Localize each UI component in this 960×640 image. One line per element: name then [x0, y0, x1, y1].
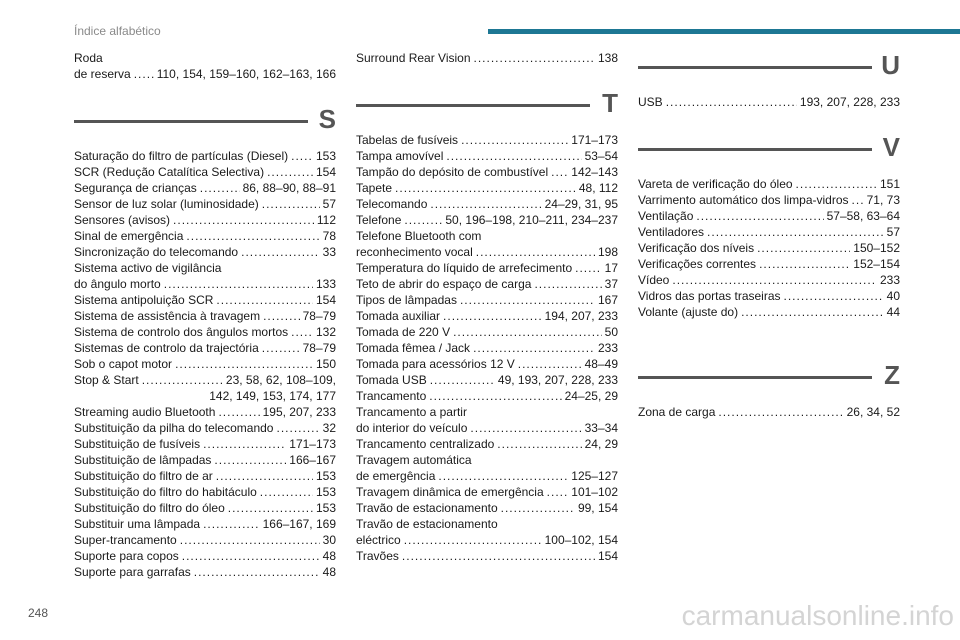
index-pages: 150–152 [853, 241, 900, 255]
index-term: Varrimento automático dos limpa-vidros [638, 193, 849, 207]
section-rule [638, 376, 872, 379]
index-pages: 171–173 [289, 437, 336, 451]
index-term: eléctrico [356, 533, 401, 547]
index-term: de reserva [74, 67, 131, 81]
index-term: Travagem dinâmica de emergência [356, 485, 544, 499]
index-term: Tapete [356, 181, 393, 195]
index-entry-heading: Roda [74, 51, 103, 65]
index-term: Sinal de emergência [74, 229, 184, 243]
index-pages: 154 [597, 549, 618, 563]
index-entry [638, 224, 900, 240]
dot-leader [796, 176, 877, 192]
index-entry [356, 148, 618, 164]
index-entry [638, 192, 900, 208]
index-entry [74, 468, 336, 484]
dot-leader [474, 50, 595, 66]
dot-leader [501, 500, 575, 516]
index-entry [356, 404, 618, 436]
header-accent-bar [488, 29, 960, 34]
index-pages: 171–173 [571, 133, 618, 147]
index-pages: 37 [604, 277, 618, 291]
index-entry [74, 196, 336, 212]
index-term: Sistema de assistência à travagem [74, 309, 261, 323]
index-term: Vídeo [638, 273, 670, 287]
index-term: Tomada para acessórios 12 V [356, 357, 515, 371]
index-term: de emergência [356, 469, 436, 483]
section-entries-z [638, 404, 900, 420]
index-entry [356, 164, 618, 180]
dot-leader [534, 276, 601, 292]
index-entry-heading: Telefone Bluetooth com [356, 229, 482, 243]
index-term: Vidros das portas traseiras [638, 289, 781, 303]
index-pages: 99, 154 [577, 501, 618, 515]
index-term: Suporte para garrafas [74, 565, 191, 579]
dot-leader [175, 356, 313, 372]
section-entries-v [638, 176, 900, 320]
index-entry [638, 240, 900, 256]
index-pages: 32 [322, 421, 336, 435]
index-term: Trancamento centralizado [356, 437, 495, 451]
column-top-entries [74, 50, 336, 82]
index-entry [356, 50, 618, 66]
index-term: Verificações correntes [638, 257, 757, 271]
dot-leader [186, 228, 319, 244]
index-entry [74, 164, 336, 180]
dot-leader [216, 468, 313, 484]
index-pages: 100–102, 154 [544, 533, 618, 547]
section-header-z [638, 360, 900, 400]
index-term: Tabelas de fusíveis [356, 133, 459, 147]
index-term: Volante (ajuste do) [638, 305, 739, 319]
dot-leader [575, 260, 602, 276]
index-pages: 30 [322, 533, 336, 547]
dot-leader [470, 420, 581, 436]
index-term: Ventilação [638, 209, 694, 223]
index-pages: 78–79 [302, 341, 336, 355]
index-term: Travão de estacionamento [356, 501, 498, 515]
index-term: Substituição de fusíveis [74, 437, 201, 451]
index-pages: 153 [315, 485, 336, 499]
dot-leader [707, 224, 884, 240]
index-term: Substituição do filtro do habitáculo [74, 485, 257, 499]
index-term: Tomada de 220 V [356, 325, 451, 339]
index-term: Sistema de controlo dos ângulos mortos [74, 325, 289, 339]
index-pages: 193, 207, 228, 233 [799, 95, 900, 109]
index-pages: 40 [886, 289, 900, 303]
section-rule [638, 66, 872, 69]
dot-leader [263, 308, 300, 324]
index-term: Ventiladores [638, 225, 705, 239]
section-header-t [356, 88, 618, 128]
index-entry [74, 228, 336, 244]
index-term: Tomada auxiliar [356, 309, 441, 323]
dot-leader [241, 244, 320, 260]
index-term: Trancamento [356, 389, 427, 403]
index-entry [356, 500, 618, 516]
index-entry [74, 148, 336, 164]
index-entry [638, 404, 900, 420]
dot-leader [173, 212, 314, 228]
index-entry [356, 132, 618, 148]
index-entry [356, 516, 618, 548]
index-entry [74, 548, 336, 564]
dot-leader [666, 94, 797, 110]
index-entry [74, 372, 336, 404]
dot-leader [164, 276, 313, 292]
index-entry [638, 94, 900, 110]
index-pages: 198 [597, 245, 618, 259]
dot-leader [203, 516, 260, 532]
index-term: Vareta de verificação do óleo [638, 177, 793, 191]
index-term: Tampa amovível [356, 149, 444, 163]
dot-leader [429, 388, 561, 404]
dot-leader [446, 148, 581, 164]
index-entry [74, 292, 336, 308]
dot-leader [200, 180, 240, 196]
index-pages: 233 [597, 341, 618, 355]
index-pages: 166–167 [289, 453, 336, 467]
dot-leader [228, 500, 313, 516]
index-pages: 17 [604, 261, 618, 275]
index-pages: 53–54 [584, 149, 618, 163]
index-pages: 24–25, 29 [564, 389, 618, 403]
index-term: Streaming audio Bluetooth [74, 405, 216, 419]
index-entry [356, 388, 618, 404]
dot-leader [551, 164, 568, 180]
index-term: Teto de abrir do espaço de carga [356, 277, 532, 291]
section-rule [356, 104, 590, 107]
index-pages: 78–79 [302, 309, 336, 323]
column-top-entries [356, 50, 618, 66]
index-entry [74, 260, 336, 292]
index-term: Substituição do filtro de ar [74, 469, 213, 483]
index-pages: 154 [315, 293, 336, 307]
dot-leader [672, 272, 877, 288]
index-term: Travões [356, 549, 399, 563]
index-pages: 57 [322, 197, 336, 211]
index-pages: 138 [597, 51, 618, 65]
index-pages: 24–29, 31, 95 [544, 197, 618, 211]
index-entry [638, 288, 900, 304]
index-pages: 133 [315, 277, 336, 291]
dot-leader [276, 420, 319, 436]
dot-leader [443, 308, 542, 324]
index-pages: 112 [316, 213, 336, 227]
index-term: do interior do veículo [356, 421, 468, 435]
dot-leader [260, 484, 313, 500]
dot-leader [476, 244, 595, 260]
dot-leader [497, 436, 581, 452]
dot-leader [267, 164, 313, 180]
index-entry [74, 564, 336, 580]
dot-leader [718, 404, 843, 420]
index-pages: 71, 73 [866, 193, 900, 207]
index-term: Sob o capot motor [74, 357, 173, 371]
index-entry [74, 484, 336, 500]
index-entry [356, 308, 618, 324]
index-term: Telecomando [356, 197, 428, 211]
index-pages: 153 [315, 149, 336, 163]
index-entry [356, 276, 618, 292]
index-term: Tomada USB [356, 373, 427, 387]
index-entry [356, 548, 618, 564]
index-pages: 142–143 [571, 165, 618, 179]
index-entry [74, 420, 336, 436]
index-entry [638, 256, 900, 272]
dot-leader [430, 196, 541, 212]
dot-leader [460, 292, 595, 308]
index-term: Sensor de luz solar (luminosidade) [74, 197, 259, 211]
dot-leader [759, 256, 850, 272]
index-pages: 166–167, 169 [262, 517, 336, 531]
dot-leader [473, 340, 595, 356]
index-entry [356, 212, 618, 228]
dot-leader [142, 372, 223, 388]
index-entry [74, 516, 336, 532]
index-term: Surround Rear Vision [356, 51, 471, 65]
index-entry [74, 452, 336, 468]
index-pages: 50, 196–198, 210–211, 234–237 [445, 213, 618, 227]
index-entry [74, 50, 336, 82]
section-entries-t [356, 132, 618, 564]
index-entry-heading: Travão de estacionamento [356, 517, 498, 531]
index-term: Substituição da pilha do telecomando [74, 421, 274, 435]
index-term: Suporte para copos [74, 549, 179, 563]
index-entry [74, 500, 336, 516]
index-pages: 101–102 [571, 485, 618, 499]
section-rule [638, 148, 872, 151]
dot-leader [696, 208, 823, 224]
index-entry [74, 356, 336, 372]
index-term: Stop & Start [74, 373, 139, 387]
index-term: Sincronização do telecomando [74, 245, 239, 259]
section-entries-s [74, 148, 336, 580]
section-header-u [638, 50, 900, 90]
index-entry [638, 208, 900, 224]
section-header-v [638, 132, 900, 172]
index-term: Sensores (avisos) [74, 213, 171, 227]
index-column-3 [638, 50, 900, 420]
index-entry [74, 308, 336, 324]
index-pages: 195, 207, 233 [262, 405, 336, 419]
watermark-text: carmanualsonline.info [681, 600, 954, 631]
index-term: Tipos de lâmpadas [356, 293, 457, 307]
index-term: Substituição do filtro do óleo [74, 501, 225, 515]
index-term: Sistemas de controlo da trajectória [74, 341, 259, 355]
index-entry [356, 324, 618, 340]
index-column-1 [74, 50, 336, 580]
dot-leader [852, 192, 864, 208]
index-entry [74, 404, 336, 420]
dot-leader [262, 196, 320, 212]
index-entry [74, 324, 336, 340]
index-entry [638, 272, 900, 288]
index-pages: 150 [315, 357, 336, 371]
dot-leader [430, 372, 495, 388]
index-pages: 125–127 [571, 469, 618, 483]
index-term: Verificação dos níveis [638, 241, 755, 255]
dot-leader [134, 66, 154, 82]
index-entry [356, 292, 618, 308]
index-term: do ângulo morto [74, 277, 161, 291]
dot-leader [180, 532, 320, 548]
index-term: Substituir uma lâmpada [74, 517, 201, 531]
index-pages: 44 [886, 305, 900, 319]
index-term: Tampão do depósito de combustível [356, 165, 549, 179]
index-term: USB [638, 95, 663, 109]
index-entry [356, 484, 618, 500]
index-pages: 154 [315, 165, 336, 179]
section-letter: Z [884, 360, 900, 390]
index-entry-heading: Travagem automática [356, 453, 472, 467]
index-entry [356, 340, 618, 356]
dot-leader [404, 212, 442, 228]
dot-leader [291, 148, 313, 164]
dot-leader [203, 436, 286, 452]
section-entries-u [638, 94, 900, 110]
section-letter: S [318, 104, 336, 134]
index-entry [356, 228, 618, 260]
index-pages: 86, 88–90, 88–91 [242, 181, 336, 195]
index-term: Tomada fêmea / Jack [356, 341, 471, 355]
index-pages: 33 [322, 245, 336, 259]
index-pages: 57 [886, 225, 900, 239]
dot-leader [216, 292, 313, 308]
dot-leader [291, 324, 313, 340]
index-term: SCR (Redução Catalítica Selectiva) [74, 165, 265, 179]
index-entry [74, 532, 336, 548]
dot-leader [182, 548, 320, 564]
index-pages: 57–58, 63–64 [826, 209, 900, 223]
index-pages: 50 [604, 325, 618, 339]
index-entry [74, 244, 336, 260]
index-term: Zona de carga [638, 405, 716, 419]
index-pages: 48 [322, 549, 336, 563]
index-entry-heading: Sistema activo de vigilância [74, 261, 222, 275]
dot-leader [757, 240, 850, 256]
dot-leader [438, 468, 568, 484]
index-entry [356, 436, 618, 452]
page-number: 248 [28, 606, 49, 620]
index-entry [74, 180, 336, 196]
dot-leader [395, 180, 576, 196]
index-term: Substituição de lâmpadas [74, 453, 212, 467]
index-pages: 233 [879, 273, 900, 287]
index-entry [638, 304, 900, 320]
index-pages: 152–154 [853, 257, 900, 271]
index-entry [74, 212, 336, 228]
index-term: Temperatura do líquido de arrefecimento [356, 261, 573, 275]
index-entry-heading: Trancamento a partir [356, 405, 467, 419]
index-pages: 26, 34, 52 [846, 405, 900, 419]
dot-leader [741, 304, 884, 320]
index-pages: 153 [315, 501, 336, 515]
index-entry [356, 260, 618, 276]
index-pages: 49, 193, 207, 228, 233 [497, 373, 618, 387]
index-pages: 151 [879, 177, 900, 191]
index-pages: 24, 29 [584, 437, 618, 451]
page-header-title: Índice alfabético [74, 24, 161, 38]
section-letter: V [882, 132, 900, 162]
index-entry [356, 180, 618, 196]
dot-leader [262, 340, 300, 356]
dot-leader [214, 452, 286, 468]
index-term: Saturação do filtro de partículas (Diesel) [74, 149, 289, 163]
index-pages: 78 [322, 229, 336, 243]
index-pages: 153 [315, 469, 336, 483]
index-entry [356, 452, 618, 484]
index-term: Segurança de crianças [74, 181, 197, 195]
section-letter: U [881, 50, 900, 80]
index-pages: 132 [315, 325, 336, 339]
index-term: Sistema antipoluição SCR [74, 293, 214, 307]
dot-leader [461, 132, 568, 148]
index-entry [356, 356, 618, 372]
index-entry [356, 196, 618, 212]
index-entry [74, 340, 336, 356]
dot-leader [402, 548, 595, 564]
dot-leader [194, 564, 320, 580]
dot-leader [518, 356, 582, 372]
index-pages: 33–34 [584, 421, 618, 435]
index-pages: 48–49 [584, 357, 618, 371]
dot-leader [784, 288, 884, 304]
index-column-2 [356, 50, 618, 564]
index-pages: 194, 207, 233 [544, 309, 618, 323]
index-pages: 23, 58, 62, 108–109, [225, 373, 336, 387]
dot-leader [547, 484, 569, 500]
dot-leader [453, 324, 602, 340]
dot-leader [404, 532, 542, 548]
section-rule [74, 120, 308, 123]
index-pages: 48 [322, 565, 336, 579]
dot-leader [218, 404, 259, 420]
index-pages: 110, 154, 159–160, 162–163, 166 [156, 67, 336, 81]
index-pages: 167 [597, 293, 618, 307]
index-entry [638, 176, 900, 192]
index-entry [356, 372, 618, 388]
section-header-s [74, 104, 336, 144]
index-pages-continued: 142, 149, 153, 174, 177 [209, 389, 336, 403]
index-pages: 48, 112 [578, 181, 618, 195]
index-entry [74, 436, 336, 452]
index-term: reconhecimento vocal [356, 245, 473, 259]
index-term: Super-trancamento [74, 533, 177, 547]
index-term: Telefone [356, 213, 402, 227]
section-letter: T [602, 88, 618, 118]
